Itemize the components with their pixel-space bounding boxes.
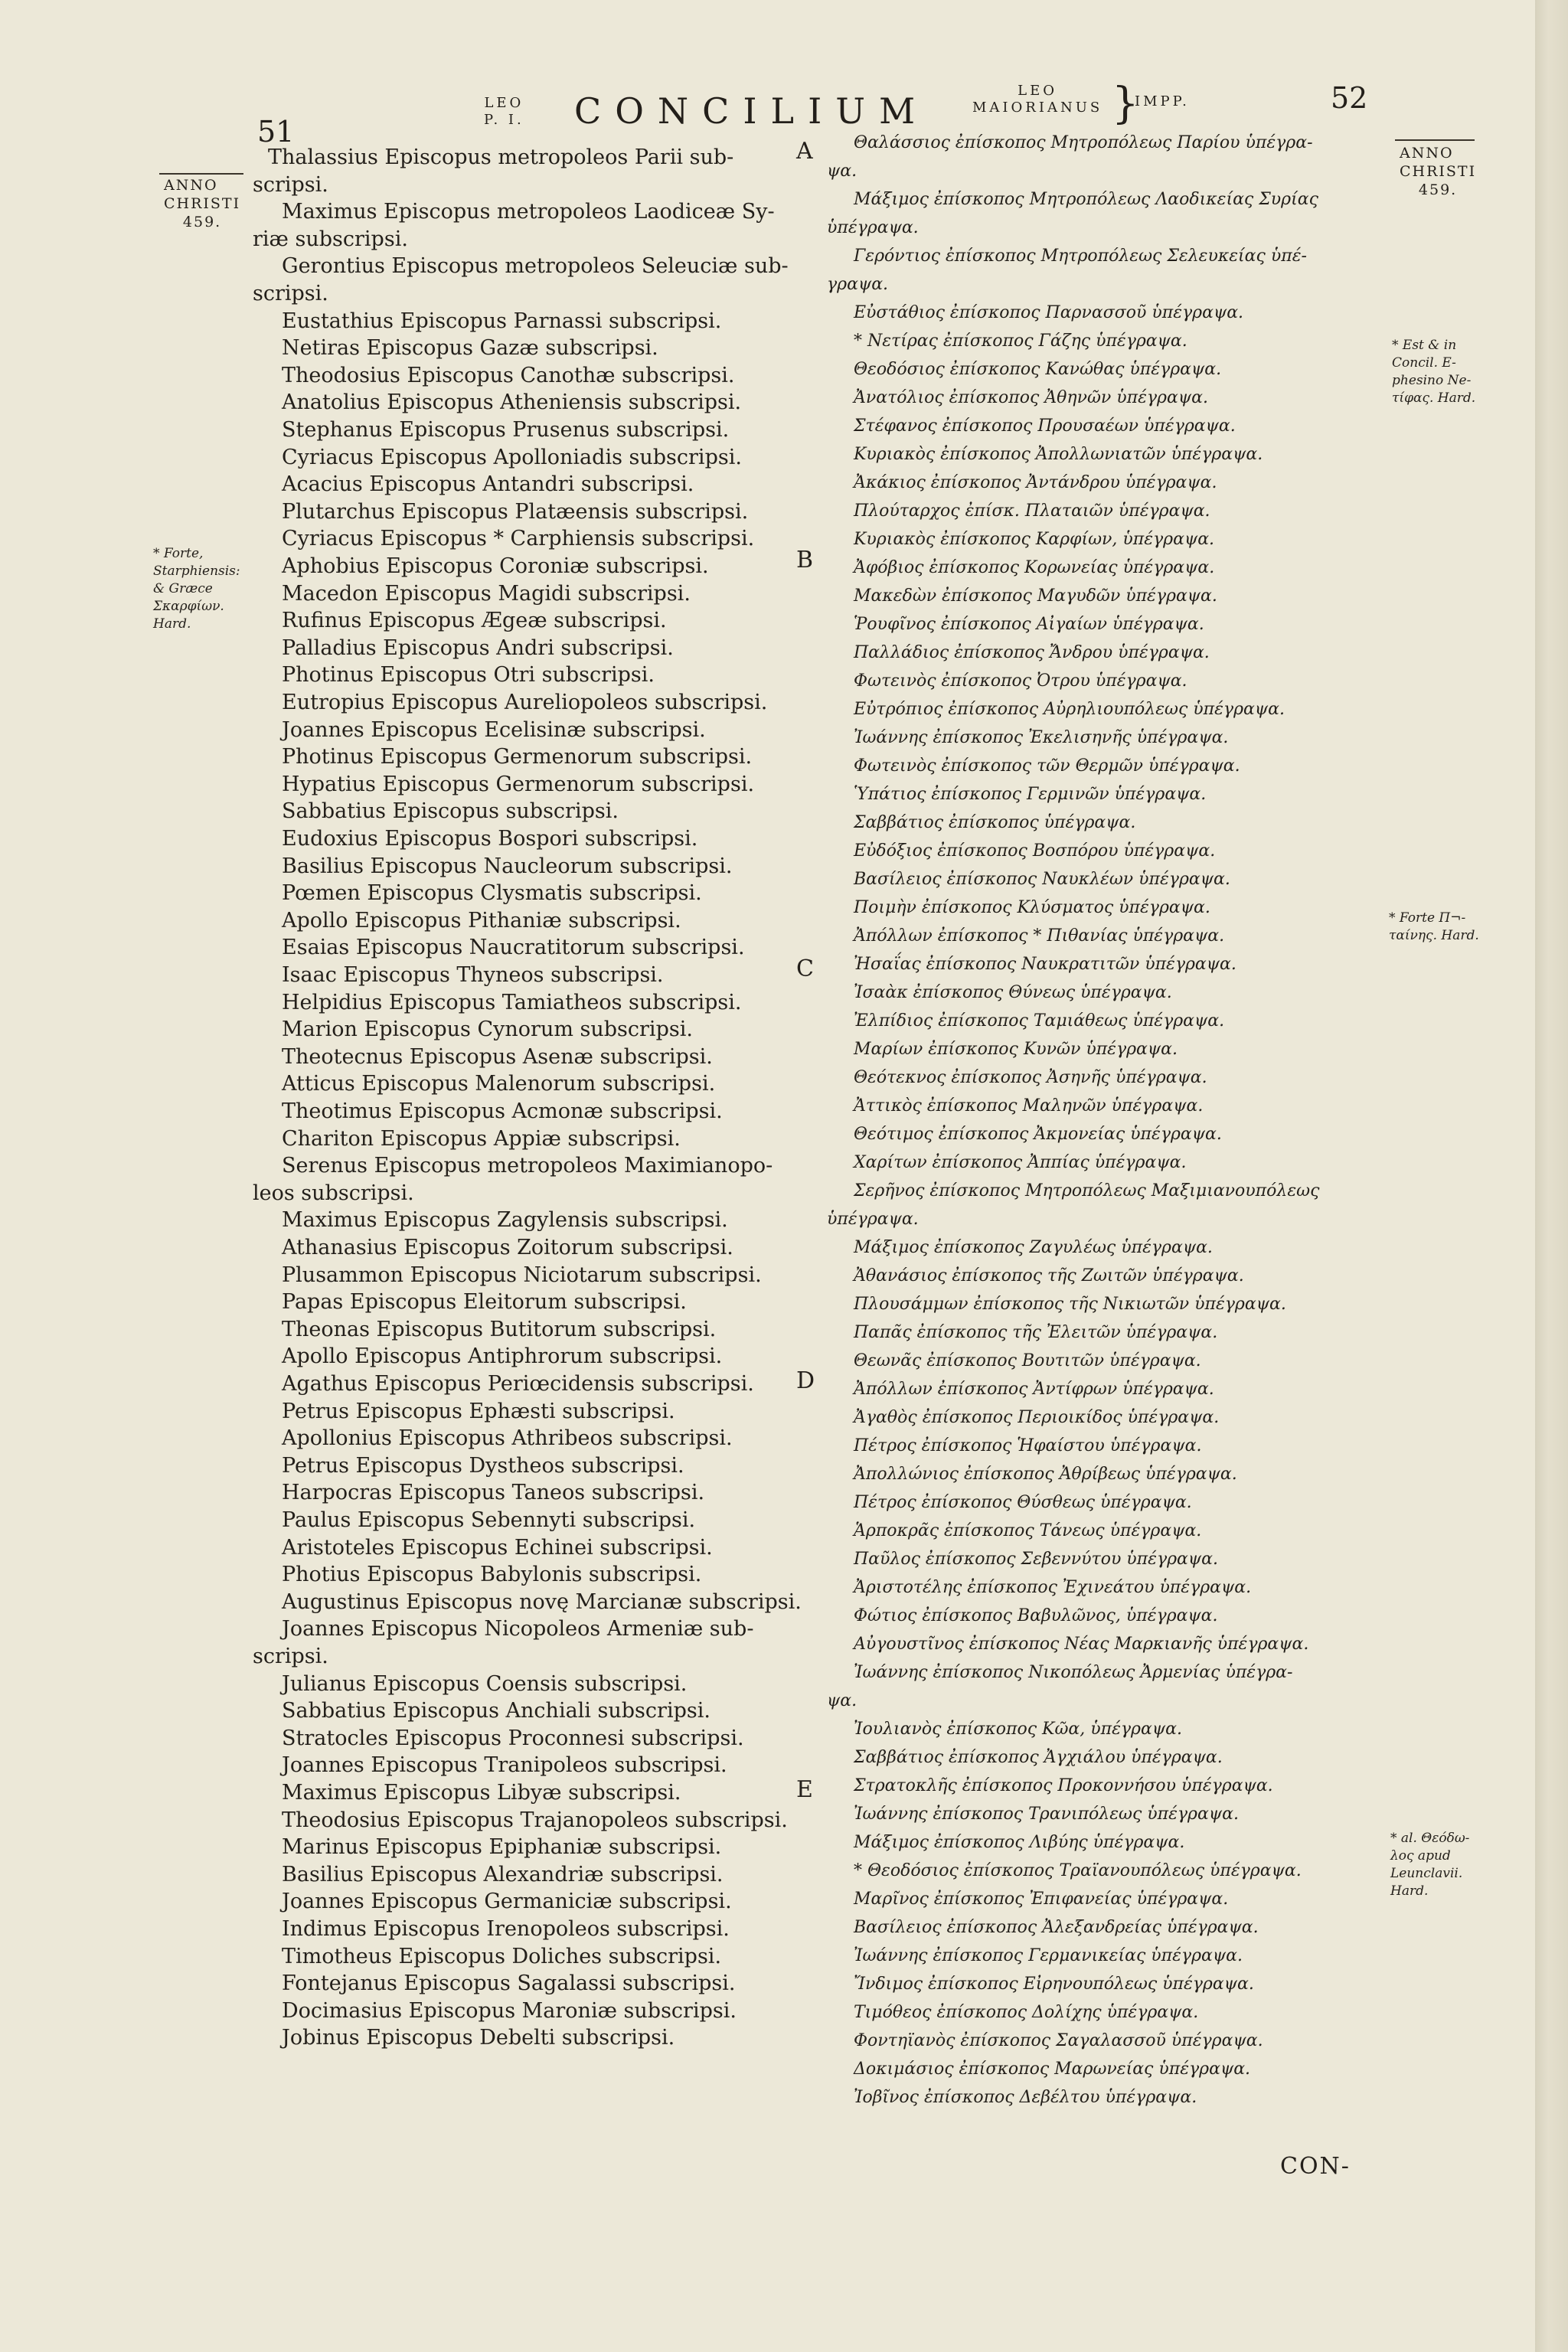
note-line: τίφας. Hard. [1392,390,1476,406]
greek-signature-line: Ἰωάννης ἐπίσκοπος Νικοπόλεως Ἀρμενίας ὑπέγρα- [854,1663,1293,1682]
latin-signature-line: Macedon Episcopus Magidi subscripsi. [282,581,691,606]
greek-signature-line: Ἀφόβιος ἐπίσκοπος Κορωνείας ὑπέγραψα. [854,558,1215,577]
latin-signature-line: Apollo Episcopus Antiphrorum subscripsi. [282,1344,723,1369]
latin-signature-line: Theodosius Episcopus Canothæ subscripsi. [282,363,735,387]
latin-signature-line: Pœmen Episcopus Clysmatis subscripsi. [282,881,702,906]
note-line: λος apud [1390,1848,1451,1864]
greek-signature-line: Σερῆνος ἐπίσκοπος Μητροπόλεως Μαξιμιανουπόλεως [854,1181,1320,1200]
greek-signature-line: Βασίλειος ἐπίσκοπος Ναυκλέων ὑπέγραψα. [854,870,1230,889]
greek-signature-line: Ἰουλιανὸς ἐπίσκοπος Κῶα, ὑπέγραψα. [854,1720,1182,1739]
latin-signature-line: Isaac Episcopus Thyneos subscripsi. [282,963,664,987]
latin-signature-line: Atticus Episcopus Malenorum subscripsi. [282,1072,716,1096]
greek-signature-line: Θεοδόσιος ἐπίσκοπος Κανώθας ὑπέγραψα. [854,360,1222,379]
latin-signature-line: scripsi. [253,172,328,197]
anno-label: ANNO [1400,145,1454,162]
greek-signature-line: Θεότιμος ἐπίσκοπος Ἀκμονείας ὑπέγραψα. [854,1125,1222,1144]
latin-signature-line: Hypatius Episcopus Germenorum subscripsi. [282,772,755,796]
greek-signature-line: Δοκιμάσιος ἐπίσκοπος Μαρωνείας ὑπέγραψα. [854,2060,1251,2079]
greek-signature-line: Ἰωάννης ἐπίσκοπος Τρανιπόλεως ὑπέγραψα. [854,1805,1239,1824]
greek-signature-line: Ἰοβῖνος ἐπίσκοπος Δεβέλτου ὑπέγραψα. [854,2088,1197,2107]
page-number-right: 52 [1331,81,1368,115]
greek-signature-line: Ὑπάτιος ἐπίσκοπος Γερμινῶν ὑπέγραψα. [854,785,1207,804]
christi-label: CHRISTI [164,195,241,212]
greek-signature-line: Ἀπολλώνιος ἐπίσκοπος Ἀθρίβεως ὑπέγραψα. [854,1465,1237,1484]
latin-signature-line: Theodosius Episcopus Trajanopoleos subscripsi. [282,1808,788,1832]
greek-signature-line: Πλουσάμμων ἐπίσκοπος τῆς Νικιωτῶν ὑπέγραψα. [854,1295,1286,1314]
latin-signature-line: Maximus Episcopus metropoleos Laodiceæ Sy- [282,200,775,224]
latin-signature-line: Julianus Episcopus Coensis subscripsi. [282,1671,688,1696]
greek-signature-line: Φωτεινὸς ἐπίσκοπος τῶν Θερμῶν ὑπέγραψα. [854,756,1240,776]
greek-signature-line: Ἰωάννης ἐπίσκοπος Ἐκελισηνῆς ὑπέγραψα. [854,728,1229,747]
note-line: * Forte, [153,546,204,561]
latin-signature-line: Maximus Episcopus Zagylensis subscripsi. [282,1208,728,1233]
latin-signature-line: Jobinus Episcopus Debelti subscripsi. [282,2026,675,2050]
greek-signature-line: Ἀγαθὸς ἐπίσκοπος Περιοικίδος ὑπέγραψα. [854,1408,1220,1427]
greek-signature-line: Στέφανος ἐπίσκοπος Προυσαέων ὑπέγραψα. [854,416,1236,436]
latin-signature-line: Aphobius Episcopus Coroniæ subscripsi. [282,554,709,578]
note-line: Hard. [1390,1883,1429,1899]
greek-signature-line: Ἀριστοτέλης ἐπίσκοπος Ἐχινεάτου ὑπέγραψα. [854,1578,1252,1597]
greek-signature-line: Ἴνδιμος ἐπίσκοπος Εἰρηνουπόλεως ὑπέγραψα. [854,1975,1254,1994]
margin-note-right-1 [1392,337,1475,407]
greek-signature-line: Ἰσαὰκ ἐπίσκοπος Θύνεως ὑπέγραψα. [854,983,1172,1002]
catchword: CON- [1280,2153,1351,2180]
latin-signature-line: Helpidius Episcopus Tamiatheos subscripsi. [282,990,742,1014]
greek-signature-line: Αὐγουστῖνος ἐπίσκοπος Νέας Μαρκιανῆς ὑπέγραψα. [854,1635,1309,1654]
latin-signature-line: Theonas Episcopus Butitorum subscripsi. [282,1317,717,1341]
pope-label: LEO [484,95,524,111]
emperor-1: LEO [1018,83,1058,99]
latin-signature-line: Aristoteles Episcopus Echinei subscripsi. [282,1535,713,1560]
greek-signature-line: Εὐτρόπιος ἐπίσκοπος Αὐρηλιουπόλεως ὑπέγραψα. [854,700,1285,719]
greek-signature-line: Θεότεκνος ἐπίσκοπος Ἀσηνῆς ὑπέγραψα. [854,1068,1207,1087]
section-letter-b: B [796,547,814,573]
greek-signature-line: Εὐστάθιος ἐπίσκοπος Παρνασσοῦ ὑπέγραψα. [854,303,1244,322]
anno-left [164,176,240,231]
note-line: * Forte Π¬- [1389,910,1466,926]
greek-signature-line: Κυριακὸς ἐπίσκοπος Καρφίων, ὑπέγραψα. [854,530,1215,549]
greek-signature-line: Φοντηϊανὸς ἐπίσκοπος Σαγαλασσοῦ ὑπέγραψα. [854,2031,1263,2050]
emperor-2: MAIORIANUS [972,100,1103,116]
greek-signature-line: Μακεδὼν ἐπίσκοπος Μαγυδῶν ὑπέγραψα. [854,586,1217,606]
anno-right [1400,144,1476,199]
greek-signature-line: Πέτρος ἐπίσκοπος Θύσθεως ὑπέγραψα. [854,1493,1192,1512]
latin-signature-line: Cyriacus Episcopus * Carphiensis subscripsi. [282,527,755,551]
latin-signature-line: riæ subscripsi. [253,227,408,251]
latin-signature-line: Eustathius Episcopus Parnassi subscripsi. [282,309,722,333]
latin-signature-line: Netiras Episcopus Gazæ subscripsi. [282,336,658,361]
greek-signature-line: Μαρῖνος ἐπίσκοπος Ἐπιφανείας ὑπέγραψα. [854,1890,1229,1909]
greek-signature-line: Ἀπόλλων ἐπίσκοπος * Πιθανίας ὑπέγραψα. [854,926,1225,946]
greek-signature-line: Μαρίων ἐπίσκοπος Κυνῶν ὑπέγραψα. [854,1040,1178,1059]
greek-signature-line: Γερόντιος ἐπίσκοπος Μητροπόλεως Σελευκείας ὑπέ- [854,247,1307,266]
greek-signature-line: Σαββάτιος ἐπίσκοπος ὑπέγραψα. [854,813,1136,832]
greek-signature-line: Φώτιος ἐπίσκοπος Βαβυλῶνος, ὑπέγραψα. [854,1606,1218,1625]
latin-signature-line: Thalassius Episcopus metropoleos Parii sub- [268,145,734,169]
margin-note-left [153,545,240,633]
latin-signature-line: Photinus Episcopus Germenorum subscripsi. [282,745,753,769]
latin-signature-line: Chariton Episcopus Appiæ subscripsi. [282,1126,681,1151]
greek-signature-line: Ποιμὴν ἐπίσκοπος Κλύσματος ὑπέγραψα. [854,898,1210,917]
latin-signature-line: Eutropius Episcopus Aureliopoleos subscripsi. [282,691,768,714]
latin-signature-line: Rufinus Episcopus Ægeæ subscripsi. [282,609,667,633]
latin-signature-line: Agathus Episcopus Periœcidensis subscripsi. [282,1372,754,1396]
latin-signature-line: Joannes Episcopus Nicopoleos Armeniæ sub- [282,1617,754,1642]
greek-signature-line: Ἀνατόλιος ἐπίσκοπος Ἀθηνῶν ὑπέγραψα. [854,388,1208,407]
note-line: ταίνης. Hard. [1389,928,1479,943]
latin-signature-line: Fontejanus Episcopus Sagalassi subscripsi. [282,1971,736,1996]
imperators-label: IMPP. [1135,93,1190,109]
note-line: Σκαρφίων. [153,599,224,614]
next-page-edge [1535,0,1568,2352]
latin-signature-line: Serenus Episcopus metropoleos Maximianopo- [282,1154,773,1178]
greek-signature-line: ὑπέγραψα. [827,218,919,237]
greek-signature-line: Θεωνᾶς ἐπίσκοπος Βουτιτῶν ὑπέγραψα. [854,1351,1201,1370]
greek-signature-line: Ἀττικὸς ἐπίσκοπος Μαληνῶν ὑπέγραψα. [854,1096,1204,1116]
section-letter-e: E [796,1776,813,1803]
greek-signature-line: Ἀκάκιος ἐπίσκοπος Ἀντάνδρου ὑπέγραψα. [854,473,1217,492]
latin-signature-line: Esaias Episcopus Naucratitorum subscripsi. [282,936,745,960]
greek-signature-line: ὑπέγραψα. [827,1210,919,1229]
latin-signature-line: Augustinus Episcopus novę Marcianæ subscripsi. [282,1589,802,1614]
anno-label: ANNO [164,177,218,194]
greek-signature-line: Πλούταρχος ἐπίσκ. Πλαταιῶν ὑπέγραψα. [854,501,1210,521]
note-line: Starphiensis: [153,564,240,579]
greek-signature-line: Εὐδόξιος ἐπίσκοπος Βοσπόρου ὑπέγραψα. [854,841,1216,861]
latin-signature-line: Photius Episcopus Babylonis subscripsi. [282,1563,702,1587]
latin-signature-line: Apollo Episcopus Pithaniæ subscripsi. [282,908,681,933]
greek-signature-line: Παλλάδιος ἐπίσκοπος Ἄνδρου ὑπέγραψα. [854,643,1210,662]
christi-label: CHRISTI [1400,163,1477,180]
latin-signature-line: Stratocles Episcopus Proconnesi subscripsi. [282,1726,744,1750]
latin-signature-line: Eudoxius Episcopus Bospori subscripsi. [282,827,698,851]
latin-signature-line: Sabbatius Episcopus Anchiali subscripsi. [282,1699,710,1723]
brace-symbol: } [1112,79,1139,129]
latin-signature-line: scripsi. [253,1645,328,1668]
greek-signature-line: Στρατοκλῆς ἐπίσκοπος Προκοννήσου ὑπέγραψα. [854,1776,1273,1795]
margin-note-right-3 [1390,1830,1469,1900]
latin-signature-line: leos subscripsi. [253,1181,414,1205]
anno-year: 459. [182,214,222,230]
greek-signature-line: Μάξιμος ἐπίσκοπος Λιβύης ὑπέγραψα. [854,1833,1185,1852]
latin-signature-line: Petrus Episcopus Ephæsti subscripsi. [282,1399,675,1423]
greek-signature-line: Ῥουφῖνος ἐπίσκοπος Αἰγαίων ὑπέγραψα. [854,615,1204,634]
latin-signature-line: Maximus Episcopus Libyæ subscripsi. [282,1781,681,1805]
latin-signature-line: Plutarchus Episcopus Platæensis subscripsi. [282,499,749,524]
latin-signature-line: Gerontius Episcopus metropoleos Seleuciæ sub- [282,254,789,279]
greek-signature-line: Ἀθανάσιος ἐπίσκοπος τῆς Ζωιτῶν ὑπέγραψα. [854,1266,1244,1285]
latin-signature-line: Athanasius Episcopus Zoitorum subscripsi. [282,1236,733,1259]
running-title: CONCILIUM [574,90,929,132]
latin-signature-line: Joannes Episcopus Ecelisinæ subscripsi. [282,717,706,742]
greek-signature-line: Ἰωάννης ἐπίσκοπος Γερμανικείας ὑπέγραψα. [854,1946,1243,1965]
latin-signature-line: Apollonius Episcopus Athribeos subscripsi. [282,1426,733,1451]
note-line: Hard. [153,616,191,632]
anno-rule-left [159,173,243,175]
note-line: Concil. E- [1392,355,1456,371]
greek-signature-line: Πέτρος ἐπίσκοπος Ἡφαίστου ὑπέγραψα. [854,1436,1202,1455]
latin-signature-line: Acacius Episcopus Antandri subscripsi. [282,472,694,497]
latin-signature-line: Basilius Episcopus Naucleorum subscripsi. [282,854,733,878]
latin-signature-line: Petrus Episcopus Dystheos subscripsi. [282,1453,684,1478]
greek-signature-line: Χαρίτων ἐπίσκοπος Ἀππίας ὑπέγραψα. [854,1153,1187,1172]
latin-signature-line: Paulus Episcopus Sebennyti subscripsi. [282,1508,696,1532]
latin-signature-line: Joannes Episcopus Tranipoleos subscripsi. [282,1753,727,1778]
latin-signature-line: Theotecnus Episcopus Asenæ subscripsi. [282,1044,713,1069]
pope-number: P. I. [484,112,524,128]
latin-signature-line: Basilius Episcopus Alexandriæ subscripsi. [282,1862,724,1886]
greek-signature-line: Παῦλος ἐπίσκοπος Σεβεννύτου ὑπέγραψα. [854,1550,1218,1569]
latin-signature-line: Plusammon Episcopus Niciotarum subscripsi. [282,1263,762,1287]
note-line: & Græce [153,581,213,596]
anno-rule-right [1395,139,1475,141]
greek-signature-line: ψα. [827,162,858,181]
latin-signature-line: Marion Episcopus Cynorum subscripsi. [282,1018,693,1042]
latin-signature-line: Indimus Episcopus Irenopoleos subscripsi. [282,1917,730,1941]
latin-signature-line: Theotimus Episcopus Acmonæ subscripsi. [282,1099,723,1123]
greek-signature-line: Κυριακὸς ἐπίσκοπος Ἀπολλωνιατῶν ὑπέγραψα. [854,445,1263,464]
greek-signature-line: Βασίλειος ἐπίσκοπος Ἀλεξανδρείας ὑπέγραψα. [854,1918,1259,1937]
latin-signature-line: Stephanus Episcopus Prusenus subscripsi. [282,418,730,442]
note-line: phesino Ne- [1392,373,1472,388]
latin-signature-line: Marinus Episcopus Epiphaniæ subscripsi. [282,1835,722,1860]
note-line: * al. Θεόδω- [1390,1831,1470,1846]
greek-signature-line: * Θεοδόσιος ἐπίσκοπος Τραϊανουπόλεως ὑπέγραψα. [854,1861,1302,1880]
section-letter-d: D [796,1367,815,1394]
pope-name [484,95,524,129]
latin-signature-line: Papas Episcopus Eleitorum subscripsi. [282,1290,687,1315]
latin-signature-line: Photinus Episcopus Otri subscripsi. [282,663,655,688]
latin-signature-line: Docimasius Episcopus Maroniæ subscripsi. [282,1998,737,2023]
greek-signature-line: Σαββάτιος ἐπίσκοπος Ἀγχιάλου ὑπέγραψα. [854,1748,1223,1767]
latin-signature-line: Anatolius Episcopus Atheniensis subscripsi. [282,390,742,415]
section-letter-c: C [796,956,814,982]
greek-signature-line: Τιμόθεος ἐπίσκοπος Δολίχης ὑπέγραψα. [854,2003,1199,2022]
greek-signature-line: Ἀπόλλων ἐπίσκοπος Ἀντίφρων ὑπέγραψα. [854,1380,1214,1399]
page-number-left: 51 [257,115,295,149]
section-letter-a: A [796,138,813,165]
latin-signature-line: Sabbatius Episcopus subscripsi. [282,799,619,824]
latin-signature-line: Joannes Episcopus Germaniciæ subscripsi. [282,1890,732,1914]
latin-signature-line: scripsi. [253,282,328,305]
greek-signature-line: Μάξιμος ἐπίσκοπος Ζαγυλέως ὑπέγραψα. [854,1238,1213,1257]
emperors-names [972,83,1102,116]
latin-signature-line: Timotheus Episcopus Doliches subscripsi. [282,1944,722,1968]
greek-signature-line: Παπᾶς ἐπίσκοπος τῆς Ἐλειτῶν ὑπέγραψα. [854,1323,1218,1342]
latin-signature-line: Cyriacus Episcopus Apolloniadis subscripsi. [282,445,742,469]
greek-signature-line: Ἐλπίδιος ἐπίσκοπος Ταμιάθεως ὑπέγραψα. [854,1011,1225,1031]
greek-signature-line: γραψα. [827,275,889,294]
note-line: Leunclavii. [1390,1866,1463,1881]
latin-signature-line: Harpocras Episcopus Taneos subscripsi. [282,1481,705,1505]
greek-signature-line: Φωτεινὸς ἐπίσκοπος Ὀτρου ὑπέγραψα. [854,671,1187,691]
margin-note-right-2 [1389,910,1479,945]
latin-signature-line: Palladius Episcopus Andri subscripsi. [282,635,674,660]
greek-signature-line: Ἁρποκρᾶς ἐπίσκοπος Τάνεως ὑπέγραψα. [854,1521,1202,1540]
greek-signature-line: Μάξιμος ἐπίσκοπος Μητροπόλεως Λαοδικείας Συρίας [854,190,1318,209]
anno-year: 459. [1418,181,1458,198]
greek-signature-line: Θαλάσσιος ἐπίσκοπος Μητροπόλεως Παρίου ὑπέγρα- [854,133,1313,152]
greek-signature-line: * Νετίρας ἐπίσκοπος Γάζης ὑπέγραψα. [854,332,1187,351]
greek-signature-line: ψα. [827,1691,858,1710]
note-line: * Est & in [1392,338,1457,353]
greek-signature-line: Ἠσαΐας ἐπίσκοπος Ναυκρατιτῶν ὑπέγραψα. [854,955,1236,974]
